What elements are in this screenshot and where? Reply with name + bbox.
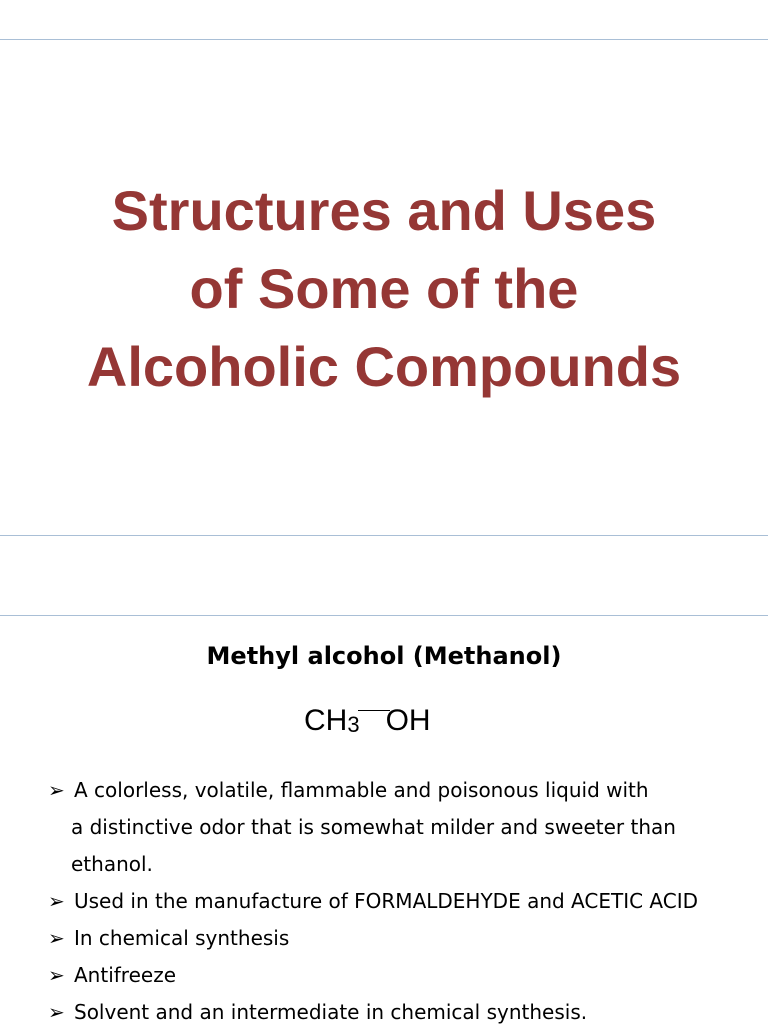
section-heading: Methyl alcohol (Methanol) <box>206 642 562 670</box>
list-item <box>48 772 748 883</box>
bullet-text: A colorless, volatile, flammable and poisonous liquid with <box>74 778 649 802</box>
arrowhead-bullet-icon: ➢ <box>48 926 65 950</box>
bullet-text: a distinctive odor that is somewhat milder and sweeter than <box>71 815 676 839</box>
bullet-text: Antifreeze <box>74 963 176 987</box>
formula-subscript: 3 <box>347 712 360 737</box>
bullet-text: In chemical synthesis <box>74 926 290 950</box>
bottom-divider <box>0 535 768 536</box>
bullet-text: ethanol. <box>71 852 153 876</box>
list-item <box>48 957 748 994</box>
list-item <box>48 994 748 1031</box>
list-item <box>48 920 748 957</box>
single-bond-line <box>358 710 390 711</box>
formula-group-right: OH <box>385 704 431 737</box>
list-item <box>48 883 748 920</box>
methanol-slide <box>0 576 768 1024</box>
arrowhead-bullet-icon: ➢ <box>48 963 65 987</box>
bullet-text: Used in the manufacture of FORMALDEHYDE and ACETIC ACID <box>74 889 699 913</box>
bullet-text: Solvent and an intermediate in chemical synthesis. <box>74 1000 588 1024</box>
arrowhead-bullet-icon: ➢ <box>48 778 65 802</box>
title-line: Structures and Uses <box>111 179 657 242</box>
title-line: of Some of the <box>189 257 579 320</box>
slide-title <box>0 172 768 406</box>
top-divider <box>0 39 768 40</box>
bullet-list <box>48 772 748 1031</box>
arrowhead-bullet-icon: ➢ <box>48 1000 65 1024</box>
top-divider <box>0 615 768 616</box>
arrowhead-bullet-icon: ➢ <box>48 889 65 913</box>
title-line: Alcoholic Compounds <box>86 335 682 398</box>
structural-formula <box>304 704 431 738</box>
formula-group-left: CH <box>304 704 348 737</box>
